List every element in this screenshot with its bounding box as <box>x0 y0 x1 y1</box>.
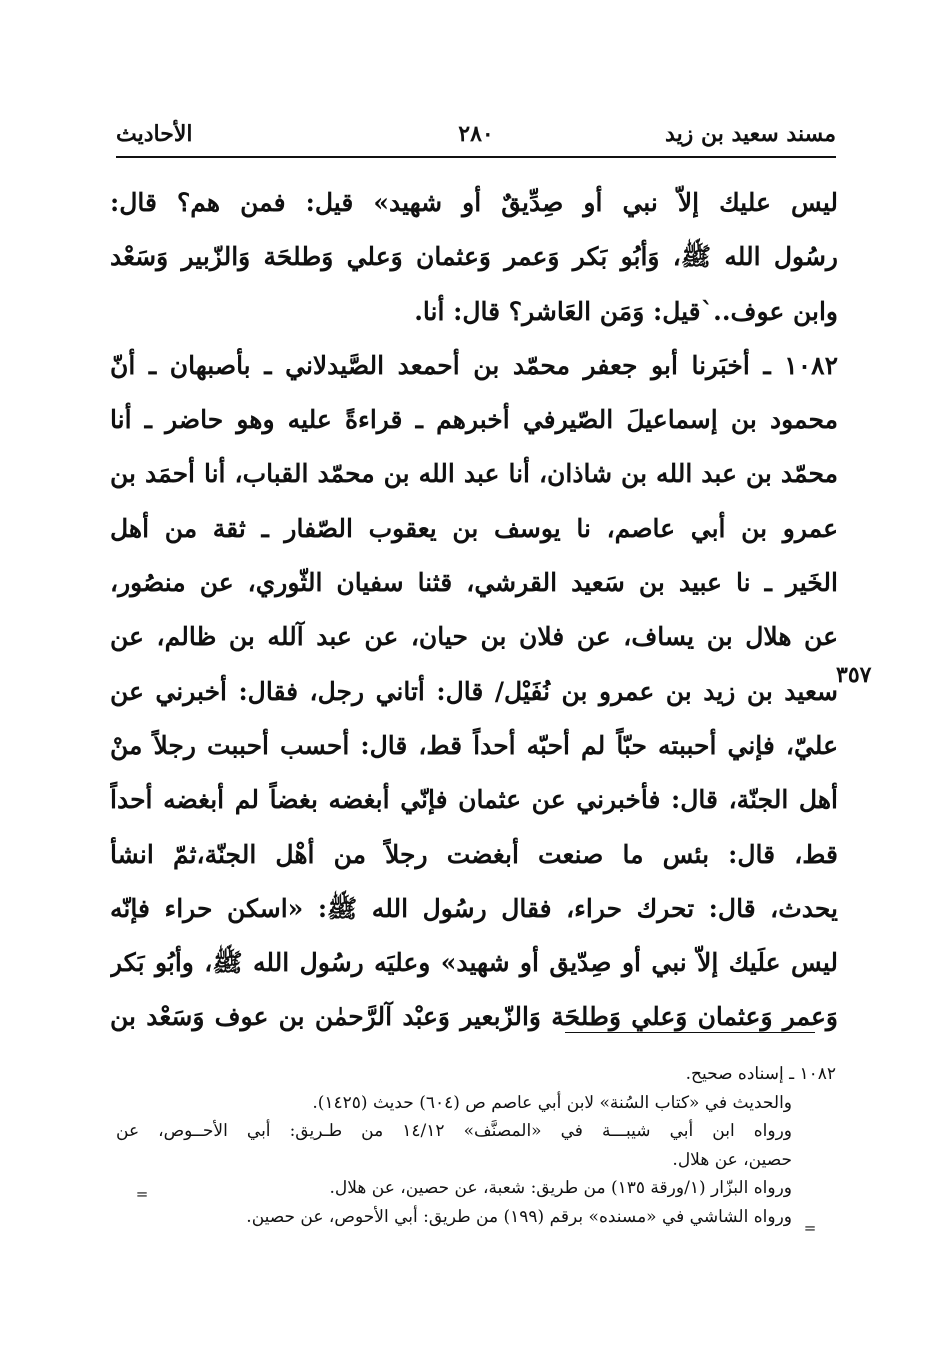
text-line: قط، قال: بئس ما صنعت أبغضت رجلاً من أهْل الجنّة،ثمّ انشأ <box>110 839 838 869</box>
text-line: أهل الجنّة، قال: فأخبرني عن عثمان فإنّي أبغضه بغضاً لم أبغضه أحداً <box>110 785 838 815</box>
text-line: ليس عليك إلاّ نبي أو صِدِّيقٌ أو شهيد» قيل: فمن هم؟ قال: <box>110 188 838 217</box>
footnote-line: ورواه الشاشي في «مسنده» برقم (١٩٩) من طريق: أبي الأحوص، عن حصين. <box>246 1206 792 1227</box>
footnote-line: ورواه البزّار (١/ورقة ١٣٥) من طريق: شعبة، عن حصين، عن هلال. <box>329 1178 792 1198</box>
text-line: الخَير ـ نا عبيد بن سَعيد القرشي، قثنا سفيان الثّوري، عن منصُور، <box>110 568 838 598</box>
text-line: عن هلال بن يساف، عن فلان بن حيان، عن عبد آلله بن ظالم، عن <box>110 622 838 652</box>
text-line: محمود بن إسماعيلَ الصّيرفي أخبرهم ـ قراءةً عليه وهو حاضر ـ أنا <box>110 405 838 435</box>
text-line: يحدث، قال: تحرك حراء، فقال رسُول الله ﷺ: «اسكن حراء فإنّه <box>110 893 838 923</box>
text-line: رسُول الله ﷺ، وَأبُو بَكر وَعمر وَعثمان وَعلي وَطلحَة وَالزّبير وَسَعْد <box>110 242 838 272</box>
text-line: عليّ، فإني أحببته حبّاً لم أحبّه أحداً قط، قال: أحسب أحببت رجلاً منْ <box>110 730 838 760</box>
header-section-title: الأحاديث <box>116 121 193 147</box>
running-header <box>116 118 836 154</box>
footnote-line: والحديث في «كتاب السُنة» لابن أبي عاصم ص (٦٠٤) حديث (١٤٢٥). <box>312 1092 792 1113</box>
text-line: سعيد بن زيد بن عمرو بن نُفَيْل/ قال: أتاني رجل، فقال: أخبرني عن <box>110 676 838 706</box>
footnote-separator <box>565 1032 815 1033</box>
footnote-line: حصين، عن هلال. <box>672 1149 792 1170</box>
footnote-line: ١٠٨٢ ـ إسناده صحيح. <box>685 1064 836 1084</box>
text-line: محمّد بن عبد الله بن شاذان، أنا عبد الله بن محمّد القباب، أنا أحمَد بن <box>110 459 838 489</box>
text-line: ١٠٨٢ ـ أخبَرنا أبو جعفر محمّد بن أحمعد الصَّيدلاني ـ بأصبهان ـ أنّ <box>110 350 838 380</box>
text-line: وابن عوف..`قيل: وَمَن العَاشر؟ قال: أنا. <box>414 296 838 326</box>
text-line: وَعمر وَعثمان وَعلي وَطلحَة وَالزّبعير وَعبْد آلرَّحمٰن بن عوف وَسَعْد بن <box>110 1002 838 1032</box>
footnote-line: ورواه ابن أبي شيبـــة في «المصنَّف» ١٤/١٢ من طـريق: أبي الأحــوص، عن <box>116 1121 792 1141</box>
continuation-mark: = <box>135 1185 149 1203</box>
header-book-title: مسند سعيد بن زيد <box>665 121 836 147</box>
footnotes <box>116 1060 836 1231</box>
margin-page-reference: ٣٥٧ <box>836 662 872 688</box>
text-line: عمرو بن أبي عاصم، نا يوسف بن يعقوب الصّفار ـ ثقة من أهل <box>110 513 838 543</box>
text-line: ليس علَيك إلاّ نبي أو صِدّيق أو شهيد» وعليَه رسُول الله ﷺ، وأبُو بَكر <box>110 948 838 978</box>
header-rule <box>116 156 836 158</box>
main-text <box>110 176 838 1045</box>
continuation-mark: = <box>803 1219 817 1237</box>
page-number: ٢٨٠ <box>458 121 494 147</box>
